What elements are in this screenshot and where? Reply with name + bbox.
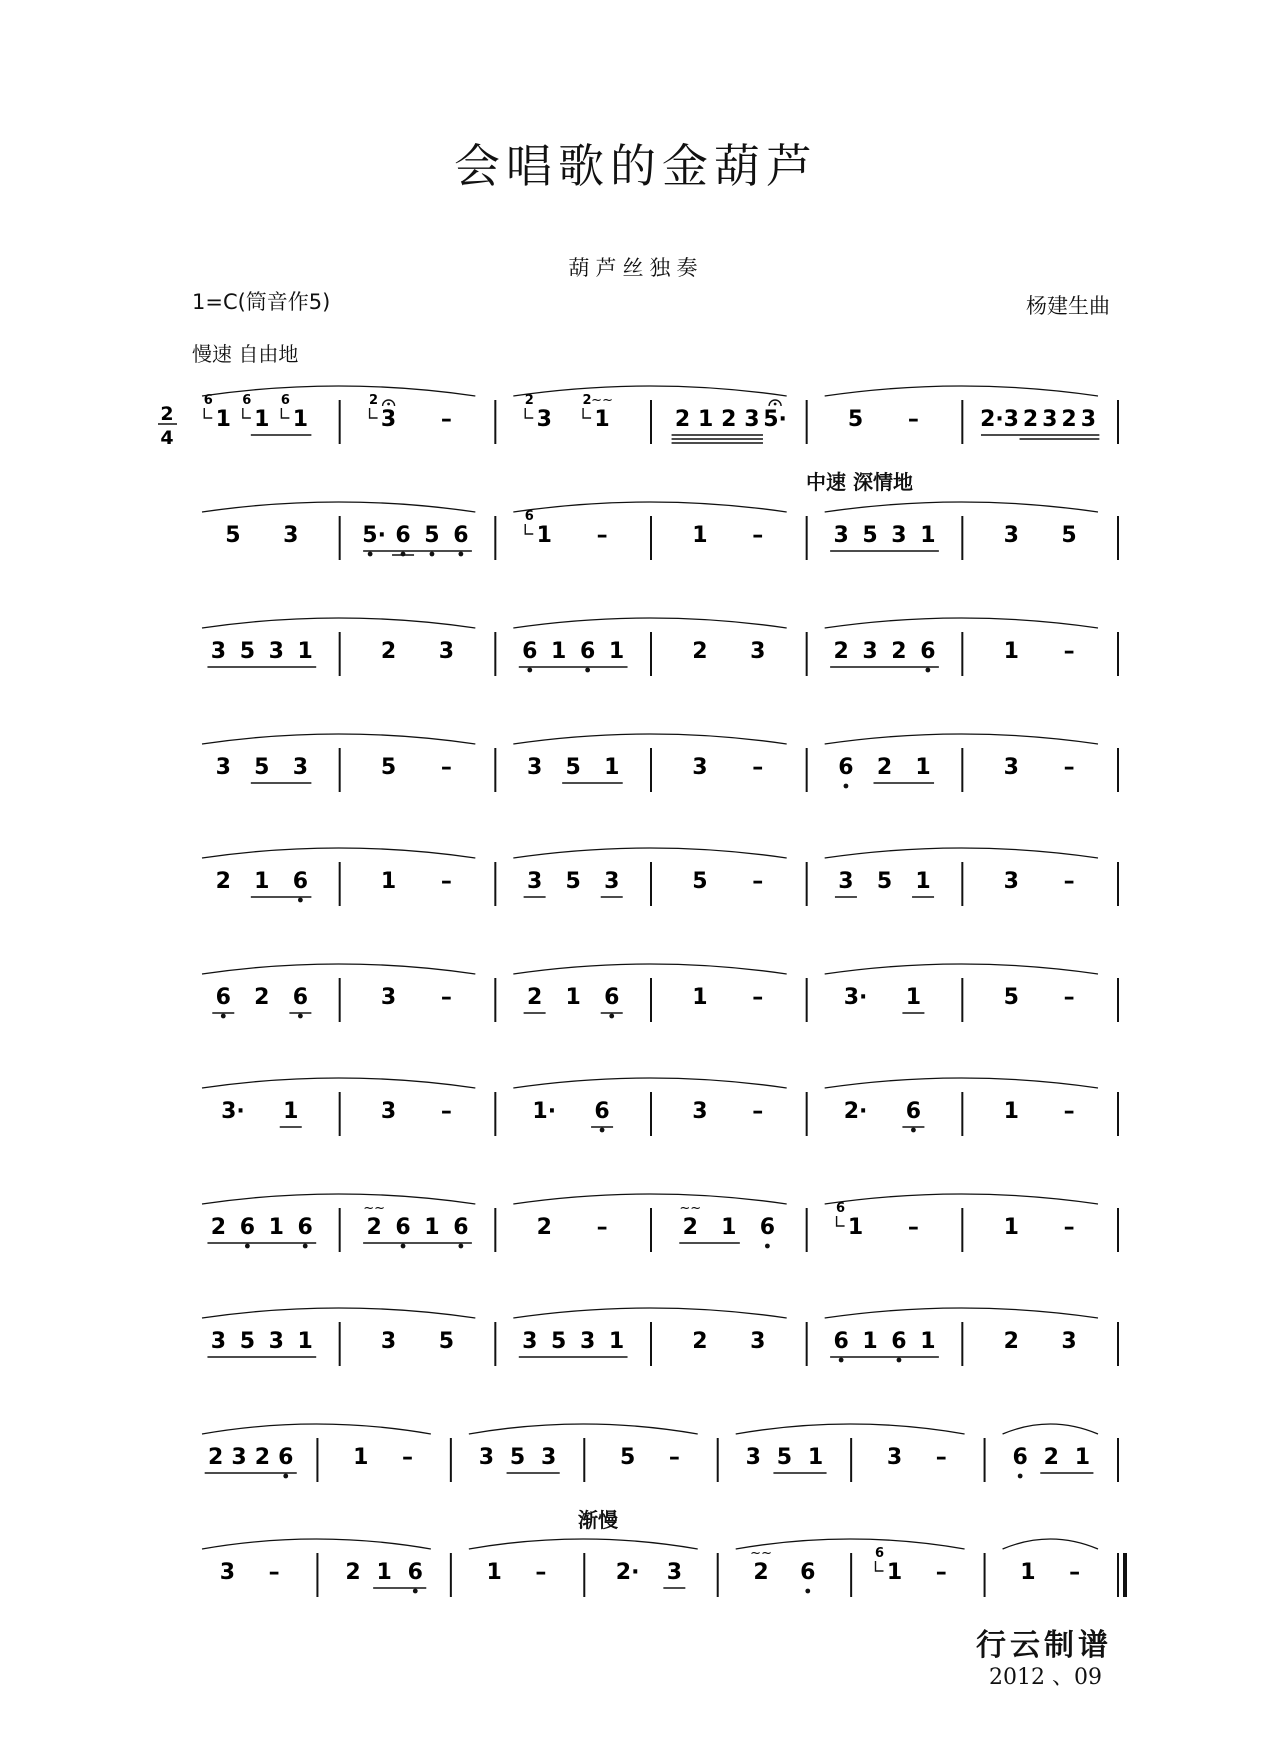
note: 3 xyxy=(283,523,299,548)
note: 3 xyxy=(541,1445,557,1470)
grace-note: 6 xyxy=(874,1546,885,1561)
note: 1 xyxy=(608,1329,625,1354)
low-octave-dot xyxy=(458,1244,463,1249)
note: 3 xyxy=(478,1445,495,1470)
dash-note: – xyxy=(440,755,452,780)
low-octave-dot xyxy=(805,1589,810,1594)
note: 2 xyxy=(210,1215,227,1240)
note: 5 xyxy=(847,407,864,432)
engraving-date: 2012 、09 xyxy=(989,1665,1102,1690)
phrase-slur xyxy=(825,502,1098,512)
grace-note: 6 xyxy=(836,1201,846,1216)
grace-hook xyxy=(370,408,378,418)
note: 5 xyxy=(239,1329,256,1354)
phrase-slur xyxy=(513,502,786,512)
note: 2 xyxy=(536,1215,552,1240)
note: 5 xyxy=(380,755,397,780)
note: 2 xyxy=(1061,407,1077,432)
tempo-ending: 渐慢 xyxy=(578,1508,618,1532)
fermata-dot xyxy=(387,403,390,406)
score-line xyxy=(202,1308,1118,1366)
phrase-slur xyxy=(825,848,1098,858)
phrase-slur xyxy=(825,1308,1098,1318)
phrase-slur xyxy=(469,1539,698,1549)
note: 1 xyxy=(698,407,714,432)
note: 3 xyxy=(1003,523,1019,548)
composer-credit: 杨建生曲 xyxy=(1026,294,1110,318)
low-octave-dot xyxy=(303,1244,308,1249)
note: 1 xyxy=(380,869,397,894)
dash-note: – xyxy=(1063,985,1075,1010)
note: 3 xyxy=(1042,407,1058,432)
phrase-slur xyxy=(825,1194,1098,1204)
low-octave-dot xyxy=(245,1244,250,1249)
song-subtitle: 葫芦丝独奏 xyxy=(568,256,704,280)
dash-note: – xyxy=(752,985,764,1010)
dash-note: – xyxy=(752,869,764,894)
low-octave-dot xyxy=(283,1474,288,1479)
note: 1 xyxy=(551,639,567,664)
phrase-slur xyxy=(825,734,1098,744)
note: 6 xyxy=(297,1215,313,1240)
note: 1 xyxy=(353,1445,369,1470)
phrase-slur xyxy=(825,1078,1098,1088)
grace-hook xyxy=(876,1561,884,1571)
note: 2 xyxy=(1022,407,1039,432)
phrase-slur xyxy=(202,1194,475,1204)
note: 1 xyxy=(297,639,313,664)
note: 2 xyxy=(833,639,849,664)
note: 2 xyxy=(380,639,397,664)
note: 3 xyxy=(750,639,766,664)
note: 6 xyxy=(604,985,620,1010)
note: 1 xyxy=(692,523,708,548)
note: 1 xyxy=(915,755,931,780)
low-octave-dot xyxy=(844,784,849,789)
dash-note: – xyxy=(440,985,452,1010)
time-sig-bottom: 4 xyxy=(160,427,174,449)
score-line xyxy=(202,1194,1118,1252)
note: 2 xyxy=(1043,1445,1059,1470)
phrase-slur xyxy=(202,1539,431,1549)
note: 2· xyxy=(615,1560,640,1585)
note: 2 xyxy=(254,1445,271,1470)
note: 6 xyxy=(579,639,596,664)
note: 3 xyxy=(380,985,397,1010)
note: 3 xyxy=(438,639,455,664)
score-line xyxy=(202,848,1118,906)
note: 2· xyxy=(980,407,1004,432)
low-octave-dot xyxy=(609,1014,614,1019)
grace-hook xyxy=(837,1216,845,1226)
low-octave-dot xyxy=(585,668,590,673)
note: 1 xyxy=(486,1560,502,1585)
note: 5 xyxy=(776,1445,793,1470)
dash-note: – xyxy=(752,1099,764,1124)
note: 3 xyxy=(231,1445,247,1470)
low-octave-dot xyxy=(1018,1474,1023,1479)
note: 2 xyxy=(682,1215,698,1240)
key-signature: 1=C(筒音作5) xyxy=(192,290,331,314)
grace-note: 2 xyxy=(582,393,592,408)
dash-note: – xyxy=(907,407,919,432)
score-line xyxy=(202,1424,1118,1482)
note: 3· xyxy=(221,1099,245,1124)
phrase-slur xyxy=(513,1308,786,1318)
note: 5 xyxy=(1061,523,1077,548)
note: 1 xyxy=(254,407,270,432)
phrase-slur xyxy=(202,848,475,858)
note: 3 xyxy=(219,1560,236,1585)
dash-note: – xyxy=(907,1215,919,1240)
low-octave-dot xyxy=(897,1358,902,1363)
note: 3 xyxy=(862,639,878,664)
note: 5 xyxy=(424,523,440,548)
note: 2 xyxy=(721,407,737,432)
note: 3 xyxy=(526,869,543,894)
note: 5 xyxy=(565,755,581,780)
low-octave-dot xyxy=(298,1014,303,1019)
dash-note: – xyxy=(402,1445,413,1470)
low-octave-dot xyxy=(221,1014,226,1019)
fermata-dot xyxy=(774,403,777,406)
note: 1 xyxy=(905,985,922,1010)
grace-hook xyxy=(281,408,289,418)
note: 3 xyxy=(210,1329,227,1354)
note: 3· xyxy=(843,985,868,1010)
tempo-intro: 慢速 自由地 xyxy=(192,342,299,366)
score-line xyxy=(202,1078,1118,1136)
note: 3 xyxy=(750,1329,766,1354)
note: 2 xyxy=(1003,1329,1019,1354)
grace-hook xyxy=(204,408,212,418)
note: 2 xyxy=(692,1329,708,1354)
note: 5 xyxy=(1003,985,1019,1010)
note: 5 xyxy=(565,869,581,894)
trill-mark: ~~ xyxy=(750,1546,772,1561)
note: 3 xyxy=(268,1329,284,1354)
dash-note: – xyxy=(596,1215,608,1240)
note: 3 xyxy=(210,639,227,664)
note: 5· xyxy=(763,407,787,432)
note: 3 xyxy=(380,1329,397,1354)
note: 1 xyxy=(1003,1099,1019,1124)
note: 2 xyxy=(526,985,543,1010)
note: 1 xyxy=(807,1445,824,1470)
dash-note: – xyxy=(440,1099,452,1124)
grace-hook xyxy=(243,408,251,418)
note: 3 xyxy=(886,1445,903,1470)
note: 2 xyxy=(366,1215,382,1240)
phrase-slur xyxy=(202,1308,475,1318)
grace-note: 6 xyxy=(242,393,252,408)
note: 5 xyxy=(438,1329,455,1354)
note: 5 xyxy=(509,1445,526,1470)
note: 1 xyxy=(862,1329,878,1354)
low-octave-dot xyxy=(458,552,463,557)
phrase-slur xyxy=(736,1424,965,1434)
phrase-slur xyxy=(202,964,475,974)
note: 1 xyxy=(292,407,309,432)
grace-hook xyxy=(525,408,533,418)
note: 3 xyxy=(380,407,397,432)
note: 1 xyxy=(1003,1215,1019,1240)
phrase-slur xyxy=(513,734,786,744)
note: 3 xyxy=(522,1329,538,1354)
dash-note: – xyxy=(935,1560,947,1585)
note: 1 xyxy=(254,869,270,894)
phrase-slur xyxy=(202,1078,475,1088)
note: 6 xyxy=(239,1215,256,1240)
note: 6 xyxy=(395,1215,411,1240)
note: 6 xyxy=(905,1099,922,1124)
low-octave-dot xyxy=(368,552,373,557)
note: 1 xyxy=(268,1215,284,1240)
note: 1 xyxy=(604,755,620,780)
note: 6 xyxy=(759,1215,776,1240)
note: 6 xyxy=(215,985,231,1010)
dash-note: – xyxy=(1063,1215,1075,1240)
low-octave-dot xyxy=(600,1128,605,1133)
note: 6 xyxy=(395,523,411,548)
note: 3 xyxy=(380,1099,397,1124)
note: 3 xyxy=(1080,407,1097,432)
score-line xyxy=(202,1539,1125,1597)
note: 5 xyxy=(692,869,708,894)
note: 5 xyxy=(551,1329,567,1354)
low-octave-dot xyxy=(911,1128,916,1133)
phrase-slur xyxy=(825,386,1098,396)
note: 6 xyxy=(522,639,538,664)
note: 3 xyxy=(579,1329,596,1354)
dash-note: – xyxy=(935,1445,947,1470)
note: 1 xyxy=(1003,639,1019,664)
note: 1 xyxy=(608,639,625,664)
grace-hook xyxy=(583,408,591,418)
phrase-slur xyxy=(202,618,475,628)
note: 3 xyxy=(1003,869,1019,894)
grace-hook xyxy=(525,524,533,534)
note: 5 xyxy=(239,639,256,664)
low-octave-dot xyxy=(839,1358,844,1363)
note: 3 xyxy=(1061,1329,1077,1354)
note: 1 xyxy=(594,407,610,432)
low-octave-dot xyxy=(401,1244,406,1249)
note: 3 xyxy=(744,407,760,432)
time-sig-top: 2 xyxy=(160,403,174,425)
note: 5 xyxy=(225,523,241,548)
note: 3 xyxy=(692,1099,708,1124)
dash-note: – xyxy=(1063,639,1075,664)
dash-note: – xyxy=(1069,1560,1081,1585)
note: 6 xyxy=(292,985,309,1010)
score-line xyxy=(202,618,1118,676)
trill-mark: ~~ xyxy=(363,1201,386,1216)
note: 1 xyxy=(424,1215,440,1240)
score-line xyxy=(202,386,1118,444)
low-octave-dot xyxy=(527,668,532,673)
dash-note: – xyxy=(1063,869,1075,894)
note: 2 xyxy=(215,869,231,894)
dash-note: – xyxy=(535,1560,547,1585)
note: 2 xyxy=(254,985,270,1010)
phrase-slur xyxy=(825,964,1098,974)
score-line xyxy=(202,734,1118,792)
note: 1 xyxy=(692,985,708,1010)
note: 6 xyxy=(278,1445,294,1470)
phrase-slur xyxy=(513,1078,786,1088)
phrase-slur xyxy=(1003,1539,1098,1549)
phrase-slur xyxy=(513,964,786,974)
note: 3 xyxy=(1003,755,1019,780)
note: 3 xyxy=(838,869,854,894)
note: 2 xyxy=(208,1445,224,1470)
note: 3 xyxy=(745,1445,761,1470)
dash-note: – xyxy=(668,1445,680,1470)
note: 5 xyxy=(254,755,270,780)
dash-note: – xyxy=(1063,1099,1075,1124)
note: 2 xyxy=(692,639,708,664)
grace-note: 6 xyxy=(203,393,213,408)
note: 2 xyxy=(876,755,893,780)
low-octave-dot xyxy=(925,668,930,673)
grace-note: 2 xyxy=(369,393,379,408)
note: 1 xyxy=(536,523,552,548)
low-octave-dot xyxy=(430,552,435,557)
note: 2 xyxy=(674,407,691,432)
low-octave-dot xyxy=(413,1589,418,1594)
note: 1 xyxy=(215,407,231,432)
low-octave-dot xyxy=(298,898,303,903)
note: 1 xyxy=(1074,1445,1091,1470)
note: 6 xyxy=(1012,1445,1028,1470)
note: 6 xyxy=(838,755,854,780)
song-title: 会唱歌的金葫芦 xyxy=(454,139,818,193)
dash-note: – xyxy=(268,1560,280,1585)
note: 2· xyxy=(843,1099,868,1124)
phrase-slur xyxy=(513,1194,786,1204)
note: 6 xyxy=(292,869,309,894)
note: 1 xyxy=(847,1215,864,1240)
trill-mark: ~~ xyxy=(591,393,613,408)
note: 1 xyxy=(920,523,936,548)
grace-note: 2 xyxy=(524,393,534,408)
note: 5 xyxy=(876,869,893,894)
note: 6 xyxy=(594,1099,610,1124)
dash-note: – xyxy=(596,523,608,548)
note: 2 xyxy=(891,639,907,664)
dash-note: – xyxy=(440,407,452,432)
note: 3 xyxy=(268,639,284,664)
note: 3 xyxy=(604,869,620,894)
phrase-slur xyxy=(202,502,475,512)
note: 6 xyxy=(891,1329,907,1354)
note: 1 xyxy=(376,1560,392,1585)
note: 5 xyxy=(862,523,878,548)
note: 3 xyxy=(833,523,849,548)
note: 6 xyxy=(800,1560,816,1585)
note: 3 xyxy=(891,523,907,548)
note: 1 xyxy=(886,1560,903,1585)
phrase-slur xyxy=(825,618,1098,628)
note: 1 xyxy=(721,1215,737,1240)
note: 3 xyxy=(292,755,309,780)
note: 2 xyxy=(753,1560,769,1585)
score-line xyxy=(202,964,1118,1022)
dash-note: – xyxy=(752,523,764,548)
note: 1 xyxy=(915,869,931,894)
note: 3 xyxy=(692,755,708,780)
phrase-slur xyxy=(513,848,786,858)
trill-mark: ~~ xyxy=(679,1201,702,1216)
note: 1 xyxy=(297,1329,313,1354)
note: 6 xyxy=(833,1329,849,1354)
tempo-main: 中速 深情地 xyxy=(806,470,913,494)
note: 1 xyxy=(920,1329,936,1354)
phrase-slur xyxy=(1003,1424,1098,1434)
note: 3 xyxy=(215,755,231,780)
phrase-slur xyxy=(202,734,475,744)
note: 3 xyxy=(666,1560,683,1585)
dash-note: – xyxy=(440,869,452,894)
engraver-brand: 行云制谱 xyxy=(976,1628,1112,1663)
score-line xyxy=(202,502,1118,560)
note: 1 xyxy=(1020,1560,1036,1585)
note: 6 xyxy=(920,639,936,664)
note: 1· xyxy=(532,1099,557,1124)
note: 1 xyxy=(283,1099,299,1124)
note: 6 xyxy=(407,1560,423,1585)
note: 3 xyxy=(1003,407,1019,432)
phrase-slur xyxy=(513,618,786,628)
low-octave-dot xyxy=(765,1244,770,1249)
phrase-slur xyxy=(202,1424,431,1434)
note: 3 xyxy=(536,407,552,432)
dash-note: – xyxy=(752,755,764,780)
phrase-slur xyxy=(469,1424,698,1434)
note: 3 xyxy=(526,755,543,780)
note: 6 xyxy=(453,523,469,548)
grace-note: 6 xyxy=(280,393,290,408)
note: 2 xyxy=(345,1560,361,1585)
note: 6 xyxy=(453,1215,469,1240)
phrase-slur xyxy=(513,386,786,396)
note: 5 xyxy=(619,1445,636,1470)
grace-note: 6 xyxy=(524,509,534,524)
note: 5· xyxy=(362,523,386,548)
note: 1 xyxy=(565,985,581,1010)
dash-note: – xyxy=(1063,755,1075,780)
